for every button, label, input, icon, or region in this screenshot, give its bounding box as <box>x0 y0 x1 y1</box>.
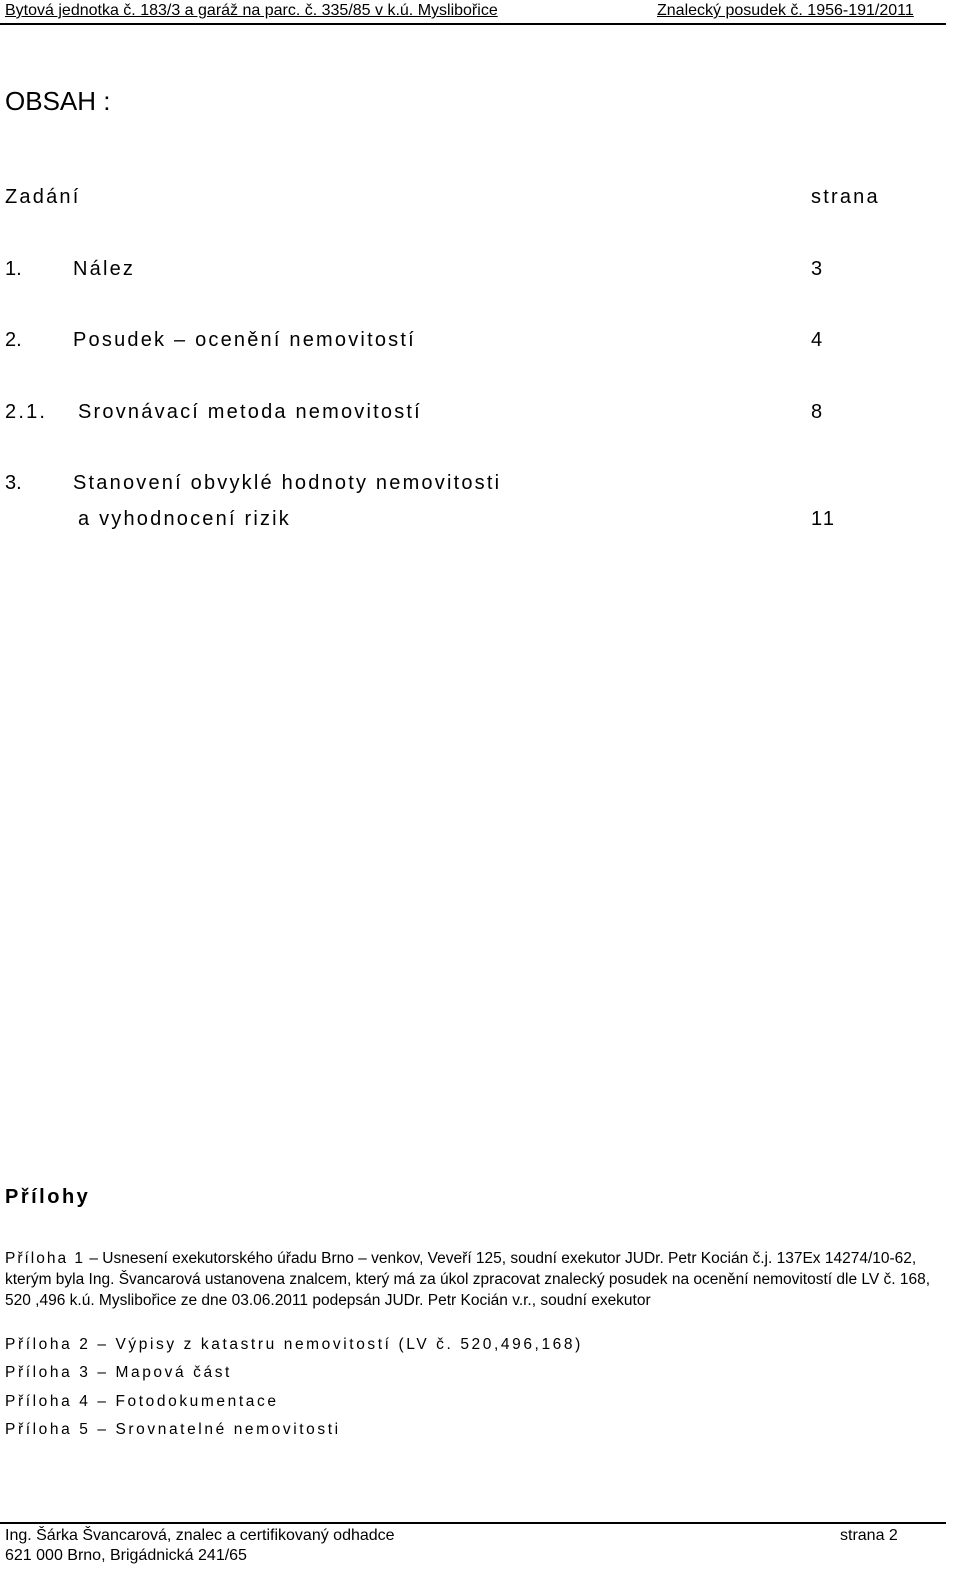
footer-divider <box>0 1522 946 1524</box>
header-divider <box>0 23 946 25</box>
toc-item-page: 4 <box>811 329 823 351</box>
attachment-1-text: – Usnesení exekutorského úřadu Brno – venkov, Veveří 125, soudní exekutor JUDr. Petr Kocián č.j. 137Ex 14274/10-62, kterým byla Ing. Švancarová ustanovena znalcem, který má za úkol zpracovat znalecký posudek na ocenění nemovitostí dle LV č. 168, 520 ,496 k.ú. Myslibořice ze dne 03.06.2011 podepsán JUDr. Petr Kocián v.r., soudní exekutor <box>5 1250 931 1309</box>
toc-item-label: Nález <box>73 258 136 280</box>
header-left: Bytová jednotka č. 183/3 a garáž na parc. č. 335/85 v k.ú. Myslibořice <box>5 2 498 19</box>
toc-item-num: 3. <box>5 472 22 494</box>
footer-author: Ing. Šárka Švancarová, znalec a certifikovaný odhadce <box>5 1527 395 1544</box>
toc-item-label: Srovnávací metoda nemovitostí <box>78 401 422 423</box>
attachment-1-label: Příloha 1 <box>5 1250 86 1267</box>
footer-page-number: strana 2 <box>840 1527 898 1544</box>
toc-heading-left: Zadání <box>5 186 81 208</box>
attachment-item: Příloha 4 – Fotodokumentace <box>5 1393 279 1410</box>
toc-item-label: Posudek – ocenění nemovitostí <box>73 329 416 351</box>
attachment-item: Příloha 2 – Výpisy z katastru nemovitostí (LV č. 520,496,168) <box>5 1336 583 1353</box>
toc-item-num: 2.1. <box>5 401 48 423</box>
toc-item-label: Stanovení obvyklé hodnoty nemovitosti <box>73 472 502 494</box>
toc-item-page: 8 <box>811 401 823 423</box>
attachment-item: Příloha 5 – Srovnatelné nemovitosti <box>5 1421 341 1438</box>
header-right: Znalecký posudek č. 1956-191/2011 <box>657 2 914 19</box>
toc-heading-right: strana <box>811 186 880 208</box>
footer-address: 621 000 Brno, Brigádnická 241/65 <box>5 1547 247 1564</box>
page-title: OBSAH : <box>5 86 111 116</box>
attachment-1 <box>5 1248 935 1311</box>
toc-item-page: 3 <box>811 258 823 280</box>
toc-item-label-continued: a vyhodnocení rizik <box>78 508 292 530</box>
attachments-heading: Přílohy <box>5 1186 91 1208</box>
toc-item-num: 2. <box>5 329 22 351</box>
attachment-item: Příloha 3 – Mapová část <box>5 1364 232 1381</box>
toc-item-page: 11 <box>811 508 837 530</box>
toc-item-num: 1. <box>5 258 22 280</box>
